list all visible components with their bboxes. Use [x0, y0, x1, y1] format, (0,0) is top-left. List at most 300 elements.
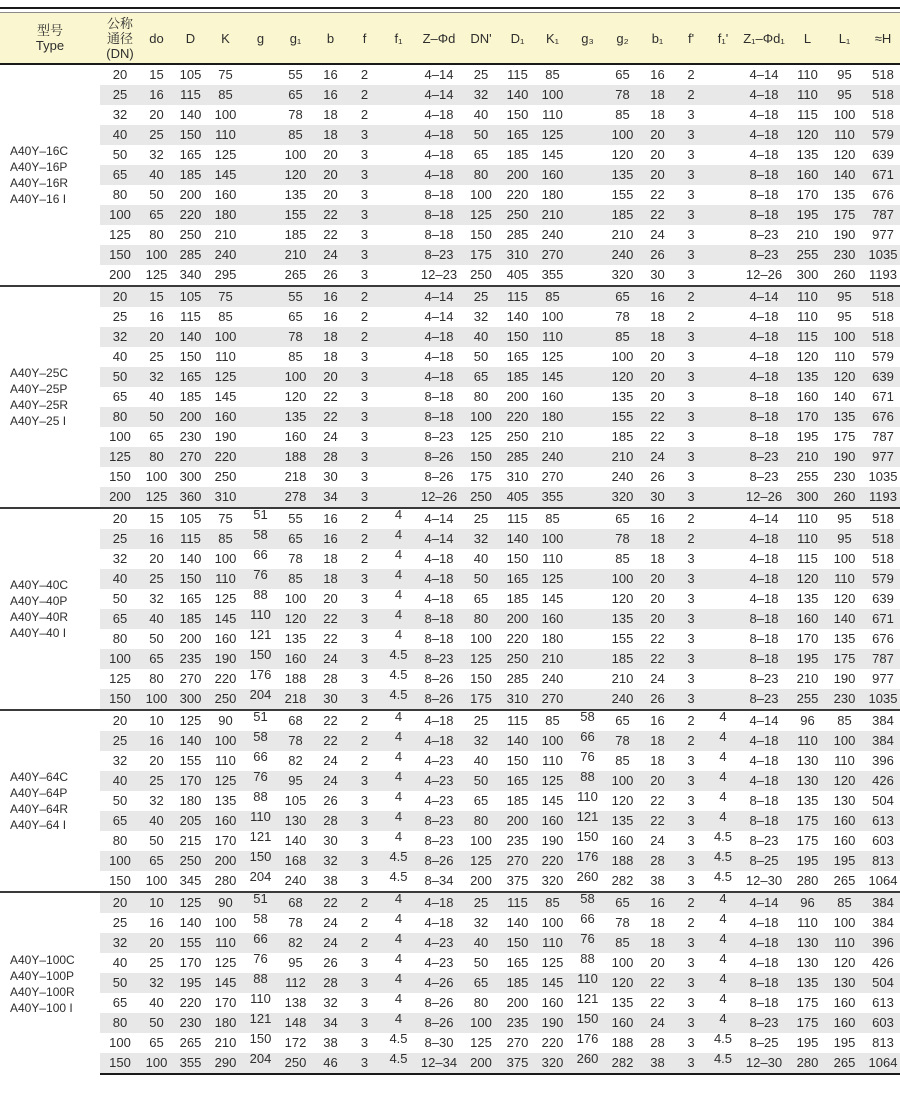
dimension-cell: 100 — [214, 107, 237, 122]
dimension-cell: 977 — [863, 447, 900, 467]
dimension-cell: 195 — [826, 851, 863, 871]
dimension-cell — [570, 64, 605, 85]
dimension-cell: 8–18 — [416, 609, 462, 629]
dimension-cell: 165 — [173, 367, 208, 387]
dimension-cell: 40 — [112, 955, 128, 970]
dimension-cell: 3 — [360, 833, 369, 848]
dimension-cell: 18 — [650, 551, 665, 566]
dimension-cell: 4–18 — [416, 731, 462, 751]
dimension-cell: 160 — [535, 165, 570, 185]
dimension-cell: 135 — [284, 631, 307, 646]
table-row — [0, 569, 900, 589]
table-row — [0, 407, 900, 427]
dimension-cell: 40 — [100, 125, 140, 145]
dimension-cell — [381, 185, 416, 205]
table-row — [0, 669, 900, 689]
dimension-cell: 240 — [284, 873, 307, 888]
table-row — [0, 125, 900, 145]
dimension-cell: 210 — [535, 649, 570, 669]
dimension-cell: 75 — [208, 286, 243, 307]
dimension-cell — [707, 407, 739, 427]
dimension-cell — [243, 165, 278, 185]
dimension-cell: 85 — [615, 107, 630, 122]
dimension-cell: 8–23 — [424, 429, 454, 444]
dimension-cell: 100 — [100, 649, 140, 669]
dimension-cell: 270 — [500, 851, 535, 871]
dimension-cell: 125 — [109, 227, 131, 242]
dimension-cell: 3 — [687, 349, 695, 364]
dimension-cell: 85 — [826, 710, 863, 731]
dimension-cell — [707, 225, 739, 245]
column-header: ≈H — [863, 13, 900, 65]
dimension-cell: 12–26 — [739, 487, 789, 508]
dimension-cell — [570, 125, 605, 145]
dimension-cell: 220 — [500, 407, 535, 427]
dimension-cell — [381, 165, 416, 185]
dimension-cell: 26 — [323, 955, 338, 970]
dimension-cell: 110 — [797, 915, 818, 930]
dimension-cell: 100 — [109, 1035, 131, 1050]
dimension-cell: 3 — [687, 107, 695, 122]
dimension-cell: 66 — [580, 911, 595, 926]
dimension-cell: 125 — [208, 367, 243, 387]
dimension-cell: 4–18 — [749, 955, 779, 970]
dimension-cell — [707, 85, 739, 105]
dimension-cell: 85 — [278, 569, 313, 589]
dimension-cell: 50 — [462, 569, 500, 589]
dimension-cell: 120 — [796, 349, 819, 364]
dimension-cell: 210 — [214, 1035, 237, 1050]
dimension-cell: 4–14 — [424, 309, 454, 324]
dimension-cell: 4–18 — [416, 125, 462, 145]
dimension-cell: 40 — [100, 569, 140, 589]
dimension-cell — [570, 589, 605, 609]
dimension-cell: 65 — [605, 286, 640, 307]
dimension-cell: 190 — [833, 671, 856, 686]
dimension-cell: 787 — [872, 429, 894, 444]
dimension-cell: 55 — [278, 64, 313, 85]
dimension-cell — [707, 569, 739, 589]
dimension-cell: 2 — [348, 529, 381, 549]
dimension-cell: 110 — [208, 569, 243, 589]
dimension-cell: 150 — [243, 851, 278, 871]
dimension-cell: 100 — [605, 569, 640, 589]
dimension-cell: 160 — [208, 811, 243, 831]
dimension-cell: 110 — [797, 309, 818, 324]
dimension-cell: 210 — [796, 227, 819, 242]
dimension-cell: 135 — [611, 995, 634, 1010]
dimension-cell — [381, 347, 416, 367]
dimension-cell: 255 — [789, 245, 826, 265]
dimension-cell: 3 — [687, 227, 695, 242]
dimension-cell: 130 — [833, 793, 856, 808]
dimension-cell: 110 — [215, 349, 236, 364]
dimension-cell: 4–23 — [424, 955, 454, 970]
dimension-cell: 25 — [100, 529, 140, 549]
dimension-cell: 4 — [381, 933, 416, 953]
dimension-cell: 220 — [208, 447, 243, 467]
dimension-cell: 85 — [605, 933, 640, 953]
dimension-cell: 121 — [249, 829, 272, 844]
dimension-cell: 8–23 — [739, 689, 789, 710]
dimension-cell: 115 — [500, 710, 535, 731]
dimension-cell — [707, 64, 739, 85]
dimension-cell: 24 — [323, 915, 338, 930]
dimension-cell: 4–18 — [416, 165, 462, 185]
dimension-cell: 150 — [109, 469, 131, 484]
dimension-cell — [570, 427, 605, 447]
dimension-cell: 100 — [208, 731, 243, 751]
dimension-cell: 110 — [789, 286, 826, 307]
dimension-cell: 155 — [605, 407, 640, 427]
dimension-cell: 65 — [100, 609, 140, 629]
valve-dimension-table — [0, 12, 900, 1075]
dimension-cell: 115 — [500, 508, 535, 529]
dimension-cell: 8–18 — [424, 227, 454, 242]
dimension-cell: 135 — [284, 187, 307, 202]
dimension-cell — [243, 367, 278, 387]
dimension-cell: 120 — [278, 165, 313, 185]
table-row — [0, 105, 900, 125]
dimension-cell: 180 — [208, 1013, 243, 1033]
dimension-cell: 28 — [313, 973, 348, 993]
dimension-cell: 100 — [470, 833, 492, 848]
dimension-cell: 100 — [535, 731, 570, 751]
dimension-cell: 3 — [348, 1053, 381, 1074]
dimension-cell: 110 — [789, 85, 826, 105]
table-row — [0, 811, 900, 831]
dimension-cell: 396 — [863, 933, 900, 953]
dimension-cell: 150 — [173, 569, 208, 589]
table-row — [0, 953, 900, 973]
dimension-cell: 110 — [208, 125, 243, 145]
dimension-cell: 8–26 — [416, 689, 462, 710]
table-row — [0, 892, 900, 913]
dimension-cell: 195 — [173, 973, 208, 993]
dimension-cell: 10 — [140, 710, 173, 731]
dimension-cell: 18 — [323, 107, 338, 122]
dimension-cell: 200 — [462, 1053, 500, 1074]
dimension-cell: 125 — [173, 710, 208, 731]
dimension-cell: 4 — [707, 811, 739, 831]
model-type-cell — [0, 286, 100, 508]
dimension-cell: 50 — [149, 833, 164, 848]
dimension-cell: 613 — [863, 811, 900, 831]
dimension-cell: 110 — [789, 529, 826, 549]
dimension-cell: 40 — [473, 107, 489, 122]
dimension-cell: 4 — [381, 811, 416, 831]
dimension-cell: 16 — [313, 64, 348, 85]
model-type-cell — [0, 710, 100, 892]
dimension-cell: 185 — [500, 973, 535, 993]
dimension-cell: 4.5 — [389, 667, 408, 682]
dimension-cell: 215 — [179, 833, 202, 848]
dimension-cell: 518 — [863, 85, 900, 105]
dimension-cell: 170 — [796, 631, 819, 646]
dimension-cell: 24 — [313, 771, 348, 791]
dimension-cell: 16 — [640, 64, 675, 85]
dimension-cell — [707, 105, 739, 125]
model-type-cell — [0, 508, 100, 710]
dimension-cell: 3 — [360, 631, 369, 646]
dimension-cell: 4 — [719, 749, 727, 764]
dimension-cell: 676 — [872, 187, 894, 202]
dimension-cell: 30 — [323, 833, 338, 848]
dimension-cell — [707, 629, 739, 649]
dimension-cell: 16 — [323, 309, 338, 324]
dimension-cell: 185 — [605, 205, 640, 225]
table-row — [0, 589, 900, 609]
dimension-cell: 50 — [149, 187, 164, 202]
dimension-cell: 76 — [243, 569, 278, 589]
dimension-cell: 8–23 — [749, 227, 779, 242]
dimension-cell: 195 — [789, 205, 826, 225]
dimension-cell: 40 — [140, 811, 173, 831]
dimension-cell: 18 — [640, 529, 675, 549]
dimension-cell: 78 — [288, 915, 303, 930]
dimension-cell — [243, 467, 278, 487]
dimension-cell: 200 — [109, 267, 131, 282]
dimension-cell: 95 — [837, 309, 852, 324]
dimension-cell: 2 — [675, 286, 707, 307]
dimension-cell: 155 — [278, 205, 313, 225]
dimension-cell: 160 — [796, 389, 819, 404]
column-header: do — [140, 13, 173, 65]
table-row — [0, 629, 900, 649]
dimension-cell: 4–18 — [739, 731, 789, 751]
table-row — [0, 731, 900, 751]
dimension-cell — [381, 286, 416, 307]
dimension-cell: 50 — [473, 349, 489, 364]
dimension-cell: 340 — [179, 267, 202, 282]
dimension-cell: 4.5 — [381, 851, 416, 871]
dimension-cell: 185 — [611, 429, 634, 444]
dimension-cell: 4.5 — [707, 851, 739, 871]
dimension-cell: 4–18 — [749, 349, 779, 364]
table-row — [0, 487, 900, 508]
dimension-cell: 2 — [675, 85, 707, 105]
dimension-cell: 4.5 — [381, 689, 416, 710]
dimension-cell: 85 — [278, 125, 313, 145]
dimension-cell: 100 — [535, 529, 570, 549]
dimension-cell: 25 — [140, 125, 173, 145]
dimension-cell: 384 — [863, 710, 900, 731]
dimension-cell: 176 — [249, 667, 272, 682]
dimension-cell: 78 — [605, 85, 640, 105]
dimension-cell: 28 — [313, 811, 348, 831]
dimension-cell: 145 — [208, 165, 243, 185]
dimension-cell: 3 — [675, 649, 707, 669]
dimension-cell: 85 — [615, 551, 630, 566]
dimension-cell: 2 — [360, 753, 369, 768]
dimension-cell: 88 — [570, 771, 605, 791]
dimension-cell — [570, 529, 605, 549]
dimension-cell: 160 — [214, 631, 237, 646]
dimension-cell: 85 — [605, 327, 640, 347]
dimension-cell: 250 — [500, 205, 535, 225]
dimension-cell: 22 — [640, 811, 675, 831]
dimension-cell: 4 — [707, 892, 739, 913]
dimension-cell: 65 — [278, 529, 313, 549]
dimension-cell: 3 — [360, 469, 369, 484]
dimension-cell — [707, 327, 739, 347]
dimension-cell: 4–18 — [424, 551, 454, 566]
dimension-cell: 38 — [323, 873, 338, 888]
dimension-cell: 25 — [140, 569, 173, 589]
table-row — [0, 145, 900, 165]
dimension-cell: 188 — [284, 671, 307, 686]
dimension-cell: 120 — [611, 147, 634, 162]
dimension-cell: 110 — [826, 569, 863, 589]
dimension-cell: 80 — [100, 407, 140, 427]
dimension-cell: 4 — [394, 951, 403, 966]
dimension-cell — [570, 205, 605, 225]
dimension-cell: 4–14 — [739, 508, 789, 529]
dimension-cell: 8–18 — [739, 609, 789, 629]
dimension-cell: 38 — [640, 1053, 675, 1074]
dimension-cell: 50 — [140, 407, 173, 427]
dimension-cell — [570, 145, 605, 165]
dimension-cell: 120 — [284, 389, 307, 404]
dimension-cell: 65 — [278, 85, 313, 105]
dimension-cell: 34 — [313, 487, 348, 508]
dimension-cell — [570, 367, 605, 387]
dimension-cell: 185 — [506, 147, 529, 162]
dimension-cell — [243, 125, 278, 145]
column-header: Z–Φd — [416, 13, 462, 65]
dimension-cell: 78 — [278, 731, 313, 751]
table-row — [0, 467, 900, 487]
dimension-cell: 220 — [179, 995, 202, 1010]
dimension-cell — [243, 205, 278, 225]
dimension-cell: 270 — [535, 245, 570, 265]
dimension-cell: 405 — [506, 267, 529, 282]
dimension-cell: 8–23 — [749, 469, 779, 484]
dimension-cell: 100 — [833, 551, 856, 566]
dimension-cell: 22 — [313, 892, 348, 913]
dimension-cell — [381, 407, 416, 427]
dimension-cell: 165 — [500, 569, 535, 589]
dimension-cell: 130 — [789, 771, 826, 791]
dimension-cell: 20 — [323, 591, 338, 606]
dimension-cell: 160 — [284, 429, 307, 444]
dimension-cell: 18 — [650, 309, 665, 324]
dimension-cell — [570, 286, 605, 307]
dimension-cell — [570, 307, 605, 327]
dimension-cell: 240 — [541, 671, 564, 686]
dimension-cell: 320 — [605, 487, 640, 508]
dimension-cell: 160 — [826, 811, 863, 831]
dimension-cell: 518 — [863, 64, 900, 85]
dimension-cell: 85 — [535, 508, 570, 529]
dimension-cell: 4.5 — [381, 1053, 416, 1074]
dimension-cell: 22 — [640, 649, 675, 669]
dimension-cell: 112 — [278, 973, 313, 993]
dimension-cell: 120 — [605, 367, 640, 387]
dimension-cell — [707, 265, 739, 286]
dimension-cell: 185 — [179, 389, 202, 404]
dimension-cell: 32 — [149, 147, 164, 162]
dimension-cell: 100 — [541, 915, 564, 930]
dimension-cell: 282 — [605, 1053, 640, 1074]
dimension-cell: 180 — [179, 793, 202, 808]
dimension-cell: 3 — [687, 147, 695, 162]
dimension-cell: 4 — [381, 973, 416, 993]
dimension-cell — [570, 407, 605, 427]
dimension-cell — [707, 125, 739, 145]
dimension-cell: 85 — [826, 892, 863, 913]
dimension-cell: 220 — [173, 205, 208, 225]
table-row — [0, 347, 900, 367]
dimension-cell: 28 — [313, 447, 348, 467]
dimension-cell: 18 — [323, 349, 338, 364]
dimension-cell: 16 — [149, 915, 164, 930]
dimension-cell: 110 — [826, 933, 863, 953]
dimension-cell: 120 — [833, 147, 856, 162]
dimension-cell: 120 — [833, 955, 856, 970]
dimension-cell: 140 — [179, 107, 202, 122]
dimension-cell: 100 — [284, 591, 307, 606]
dimension-cell: 639 — [872, 591, 894, 606]
dimension-cell: 4–18 — [739, 529, 789, 549]
dimension-cell: 32 — [100, 327, 140, 347]
dimension-cell: 8–30 — [424, 1035, 454, 1050]
dimension-cell: 25 — [112, 915, 128, 930]
dimension-cell: 125 — [100, 447, 140, 467]
dimension-cell: 51 — [243, 710, 278, 731]
dimension-cell: 4–23 — [424, 753, 454, 768]
dimension-cell: 85 — [535, 286, 570, 307]
dimension-cell: 150 — [470, 671, 492, 686]
table-row — [0, 549, 900, 569]
dimension-cell: 40 — [100, 771, 140, 791]
dimension-cell: 2 — [348, 892, 381, 913]
dimension-cell: 8–18 — [749, 389, 779, 404]
dimension-cell: 24 — [650, 671, 665, 686]
table-row — [0, 85, 900, 105]
column-header: L₁ — [826, 13, 863, 65]
dimension-cell: 3 — [360, 1035, 369, 1050]
dimension-cell: 15 — [140, 508, 173, 529]
dimension-cell: 125 — [535, 569, 570, 589]
dimension-cell: 160 — [789, 609, 826, 629]
dimension-cell: 4 — [707, 710, 739, 731]
dimension-cell: 145 — [535, 973, 570, 993]
dimension-cell: 85 — [535, 892, 570, 913]
dimension-cell: 8–23 — [416, 811, 462, 831]
dimension-cell: 4–18 — [749, 551, 779, 566]
dimension-cell: 8–25 — [749, 1035, 779, 1050]
dimension-cell: 260 — [576, 869, 599, 884]
dimension-cell: 8–23 — [749, 833, 779, 848]
dimension-cell: 240 — [605, 245, 640, 265]
dimension-cell: 65 — [149, 1035, 164, 1050]
dimension-cell: 20 — [640, 367, 675, 387]
dimension-cell: 78 — [605, 529, 640, 549]
dimension-cell: 285 — [500, 447, 535, 467]
dimension-cell: 150 — [109, 873, 131, 888]
dimension-cell: 148 — [278, 1013, 313, 1033]
dimension-cell: 115 — [173, 85, 208, 105]
dimension-cell: 4 — [707, 973, 739, 993]
table-row — [0, 913, 900, 933]
dimension-cell — [381, 125, 416, 145]
dimension-cell: 175 — [796, 833, 819, 848]
dimension-cell: 138 — [284, 995, 307, 1010]
dimension-cell: 4 — [394, 911, 403, 926]
dimension-cell: 8–18 — [424, 187, 454, 202]
dimension-cell: 355 — [173, 1053, 208, 1074]
